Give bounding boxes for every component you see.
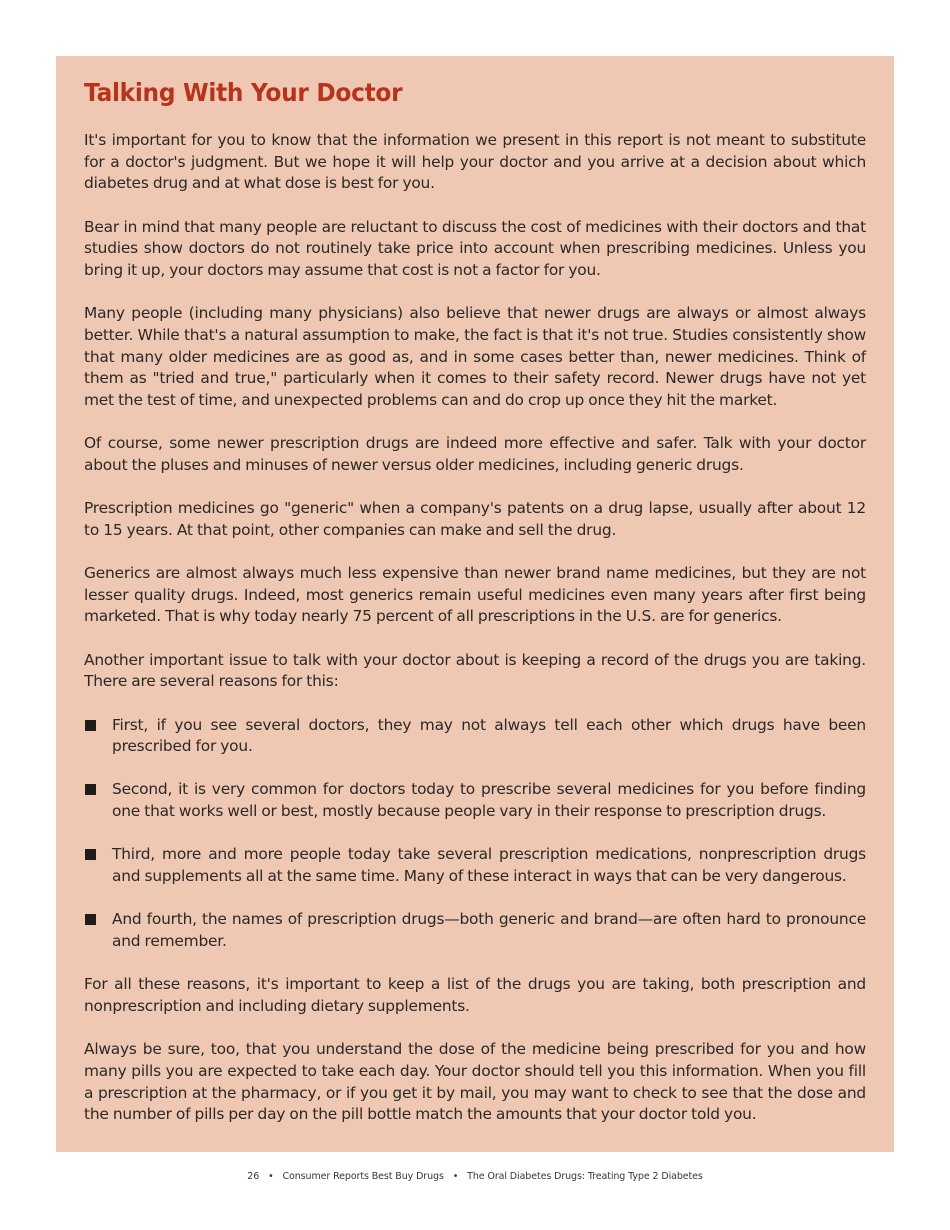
paragraph-generic: Prescription medicines go "generic" when a company's patents on a drug lapse, usually after about 12 to 15 years. At that point, other companies can make and sell the drug. — [84, 499, 866, 539]
list-item-text: First, if you see several doctors, they may not always tell each other which drugs have been prescribed for you. — [112, 715, 866, 756]
paragraph-record: Another important issue to talk with your doctor about is keeping a record of the drugs you are taking. There are several reasons for this: — [84, 650, 866, 691]
report-title: The Oral Diabetes Drugs: Treating Type 2 Diabetes — [467, 1171, 703, 1182]
reasons-list — [84, 715, 866, 953]
list-item-text: Third, more and more people today take several prescription medications, nonprescription drugs and supplements all at the same time. Many of these interact in ways that can be very dangerous. — [112, 845, 866, 886]
footer-separator: • — [268, 1171, 274, 1182]
list-item-text: And fourth, the names of prescription drugs—both generic and brand—are often hard to pronounce and remember. — [112, 910, 866, 950]
paragraph-effective-safer: Of course, some newer prescription drugs are indeed more effective and safer. Talk with your doctor about the pluses and minuses of newer versus older medicines, including generic drugs. — [84, 434, 866, 474]
page-footer — [0, 1170, 950, 1184]
list-item — [84, 844, 866, 887]
square-bullet-icon — [85, 784, 96, 795]
paragraph-newer-drugs: Many people (including many physicians) also believe that newer drugs are always or almost always better. While that's a natural assumption to make, the fact is that it's not true. Studies consistently show that many older medicines are as good as, and in some cases better than, newer medicines. Think of them as "tried and true," particularly when it comes to their safety record. Newer drugs have not yet met the test of time, and unexpected problems can and do crop up once they hit the market. — [84, 304, 866, 410]
footer-separator: • — [452, 1171, 459, 1182]
list-item-text: Second, it is very common for doctors today to prescribe several medicines for you before finding one that works well or best, mostly because people vary in their response to prescription drugs. — [112, 780, 866, 821]
list-item — [84, 715, 866, 758]
page-number: 26 — [247, 1171, 260, 1182]
square-bullet-icon — [85, 720, 96, 731]
list-item — [84, 909, 866, 952]
paragraph-cost: Bear in mind that many people are reluctant to discuss the cost of medicines with their doctors and that studies show doctors do not routinely take price into account when prescribing medicines. Unless you bring it up, your doctors may assume that cost is not a factor for you. — [84, 217, 866, 280]
paragraph-dose: Always be sure, too, that you understand the dose of the medicine being prescribed for you and how many pills you are expected to take each day. Your doctor should tell you this information. When you fill a prescription at the pharmacy, or if you get it by mail, you may want to check to see that the dose and the number of pills per day on the pill bottle match the amounts that your doctor told you. — [84, 1040, 866, 1124]
paragraph-keep-list: For all these reasons, it's important to keep a list of the drugs you are taking, both prescription and nonprescription and including dietary supplements. — [84, 975, 866, 1015]
square-bullet-icon — [85, 914, 96, 925]
square-bullet-icon — [85, 849, 96, 860]
content-panel — [56, 56, 894, 1152]
list-item — [84, 779, 866, 822]
paragraph-generics-cost: Generics are almost always much less expensive than newer brand name medicines, but they are not lesser quality drugs. Indeed, most generics remain useful medicines even many years after first being marketed. That is why today nearly 75 percent of all prescriptions in the U.S. are for generics. — [84, 564, 866, 626]
paragraph-intro: It's important for you to know that the information we present in this report is not meant to substitute for a doctor's judgment. But we hope it will help your doctor and you arrive at a decision about which diabetes drug and at what dose is best for you. — [84, 131, 866, 193]
page-title: Talking With Your Doctor — [84, 78, 403, 107]
publication-name: Consumer Reports Best Buy Drugs — [282, 1171, 444, 1182]
